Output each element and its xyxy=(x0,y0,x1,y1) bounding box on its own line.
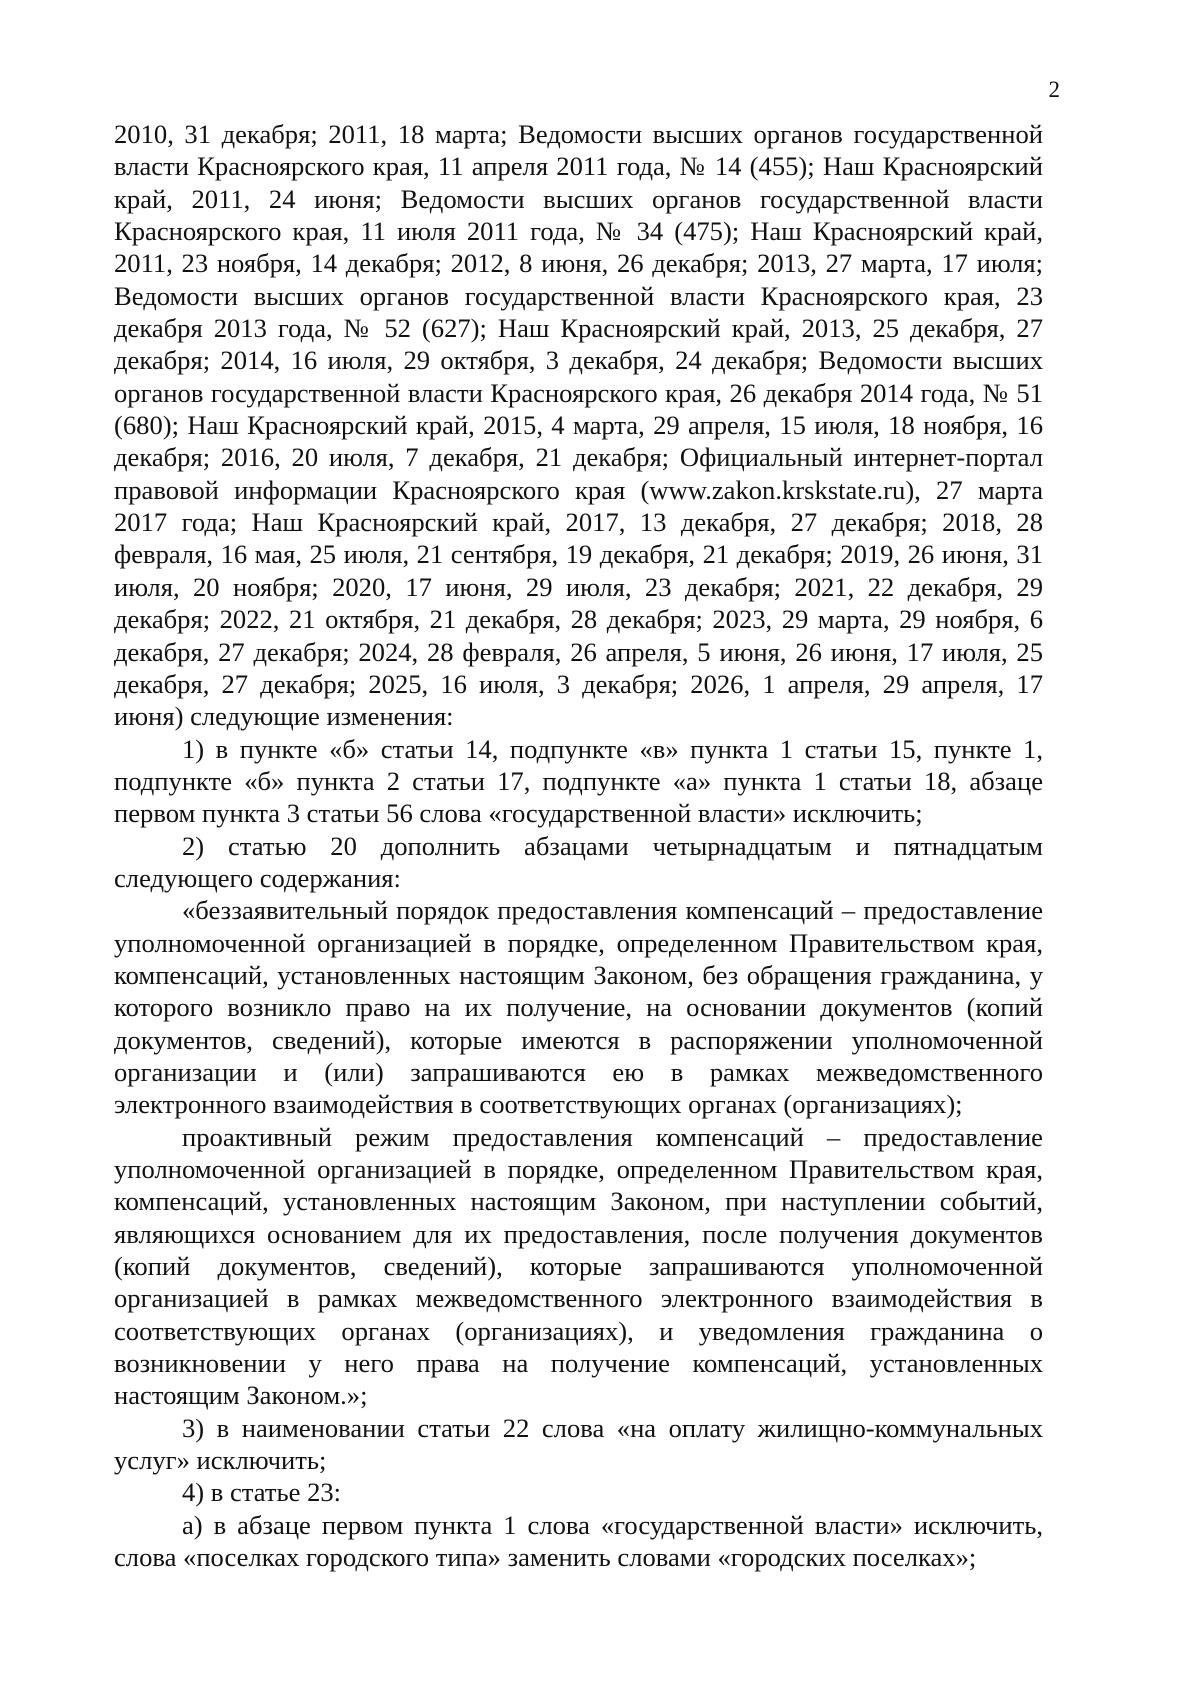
paragraph-amendment-4a: а) в абзаце первом пункта 1 слова «государственной власти» исключить, слова «поселках городского типа» заменить словами «городских поселках»; xyxy=(114,1509,1043,1573)
paragraph-definition-proactive: проактивный режим предоставления компенсаций – предоставление уполномоченной организацией в порядке, определенном Правительством края, компенсаций, установленных настоящим Законом, при наступлении событий, являющихся основанием для их предоставления, после получения документов (копий документов, сведений), которые запрашиваются уполномоченной организацией в рамках межведомственного электронного взаимодействия в соответствующих органах (организациях), и уведомления гражданина о возникновении у него права на получение компенсаций, установленных настоящим Законом.»; xyxy=(114,1121,1043,1411)
paragraph-sources-list: 2010, 31 декабря; 2011, 18 марта; Ведомости высших органов государственной власти Красноярского края, 11 апреля 2011 года, № 14 (455); Наш Красноярский край, 2011, 24 июня; Ведомости высших органов государственной власти Красноярского края, 11 июля 2011 года, № 34 (475); Наш Красноярский край, 2011, 23 ноября, 14 декабря; 2012, 8 июня, 26 декабря; 2013, 27 марта, 17 июля; Ведомости высших органов государственной власти Красноярского края, 23 декабря 2013 года, № 52 (627); Наш Красноярский край, 2013, 25 декабря, 27 декабря; 2014, 16 июля, 29 октября, 3 декабря, 24 декабря; Ведомости высших органов государственной власти Красноярского края, 26 декабря 2014 года, № 51 (680); Наш Красноярский край, 2015, 4 марта, 29 апреля, 15 июля, 18 ноября, 16 декабря; 2016, 20 июля, 7 декабря, 21 декабря; Официальный интернет-портал правовой информации Красноярского края (www.zakon.krskstate.ru), 27 марта 2017 года; Наш Красноярский край, 2017, 13 декабря, 27 декабря; 2018, 28 февраля, 16 мая, 25 июля, 21 сентября, 19 декабря, 21 декабря; 2019, 26 июня, 31 июля, 20 ноября; 2020, 17 июня, 29 июля, 23 декабря; 2021, 22 декабря, 29 декабря; 2022, 21 октября, 21 декабря, 28 декабря; 2023, 29 марта, 29 ноября, 6 декабря, 27 декабря; 2024, 28 февраля, 26 апреля, 5 июня, 26 июня, 17 июля, 25 декабря, 27 декабря; 2025, 16 июля, 3 декабря; 2026, 1 апреля, 29 апреля, 17 июня) следующие изменения: xyxy=(114,119,1043,732)
paragraph-definition-claimless: «беззаявительный порядок предоставления компенсаций – предоставление уполномоченной организацией в порядке, определенном Правительством края, компенсаций, установленных настоящим Законом, без обращения гражданина, у которого возникло право на их получение, на основании документов (копий документов, сведений), которые имеются в распоряжении уполномоченной организации и (или) запрашиваются ею в рамках межведомственного электронного взаимодействия в соответствующих органах (организациях); xyxy=(114,895,1043,1120)
paragraph-amendment-2: 2) статью 20 дополнить абзацами четырнадцатым и пятнадцатым следующего содержания: xyxy=(114,830,1043,893)
paragraph-amendment-1: 1) в пункте «б» статьи 14, подпункте «в» пункта 1 статьи 15, пункте 1, подпункте «б» пункта 2 статьи 17, подпункте «а» пункта 1 статьи 18, абзаце первом пункта 3 статьи 56 слова «государственной власти» исключить; xyxy=(114,733,1043,829)
page-number: 2 xyxy=(1048,77,1060,102)
document-body xyxy=(114,0,1043,1573)
paragraph-amendment-3: 3) в наименовании статьи 22 слова «на оплату жилищно-коммунальных услуг» исключить; xyxy=(114,1412,1043,1476)
paragraph-amendment-4: 4) в статье 23: xyxy=(182,1477,342,1508)
